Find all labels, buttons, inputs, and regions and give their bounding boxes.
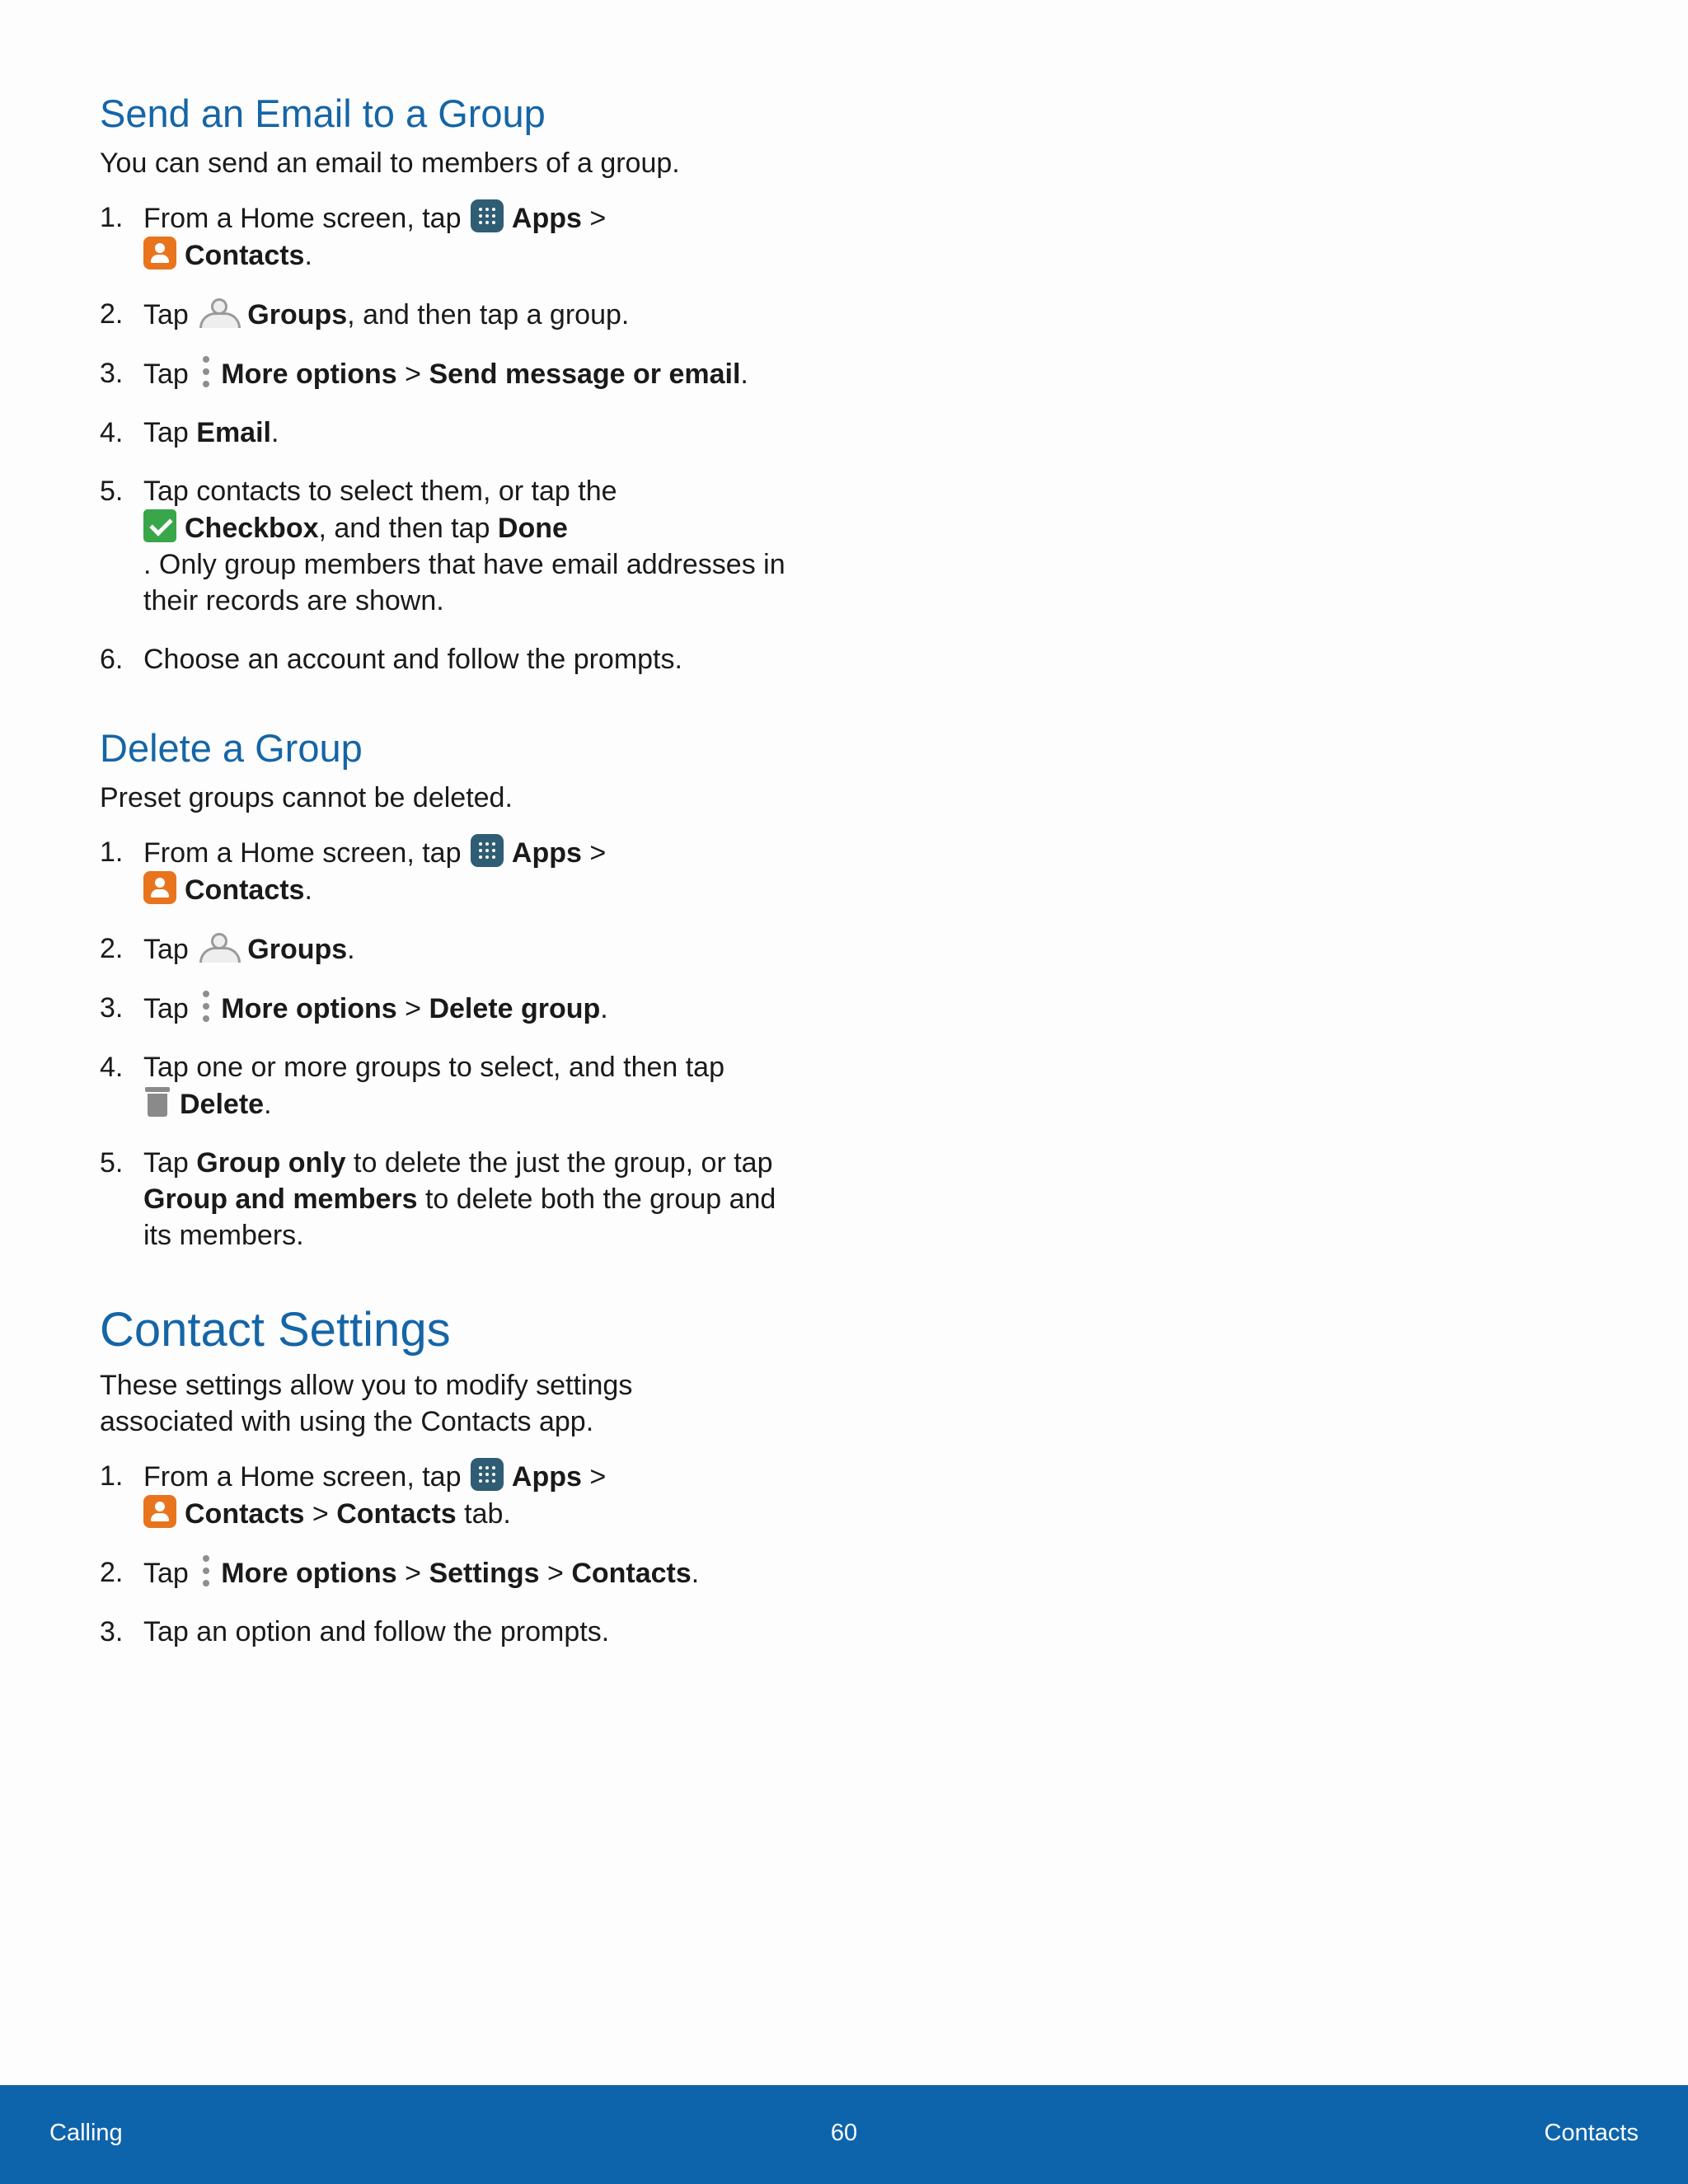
contacts-icon — [143, 871, 176, 904]
step-text: Tap — [143, 359, 197, 390]
step-text: > — [304, 1498, 337, 1530]
page-content — [100, 82, 842, 1690]
step-text: . — [304, 240, 312, 271]
contacts-icon — [143, 237, 176, 269]
step-text: > — [396, 359, 429, 390]
footer-chapter-current[interactable]: Contacts — [1544, 2120, 1639, 2146]
step-number: 3. — [100, 358, 124, 389]
step-item — [100, 1049, 842, 1122]
step-text: to delete both the group and its members. — [143, 1183, 776, 1251]
step-bold: Groups — [247, 299, 348, 330]
step-bold: More options — [221, 1558, 397, 1589]
more-options-icon — [199, 355, 211, 388]
step-item — [100, 834, 842, 908]
step-text: Tap an option and follow the prompts. — [143, 1616, 610, 1647]
step-text: . — [600, 993, 608, 1024]
step-text: From a Home screen, tap — [143, 837, 469, 869]
more-options-icon — [199, 1554, 211, 1587]
step-text: From a Home screen, tap — [143, 1461, 469, 1493]
step-item — [100, 1458, 842, 1532]
step-text: Tap — [143, 417, 197, 448]
step-bold: Groups — [247, 934, 348, 965]
step-text: . — [740, 359, 748, 390]
step-bold: Group only — [196, 1147, 346, 1179]
step-bold: Contacts — [185, 240, 305, 271]
step-bold: More options — [221, 359, 397, 390]
step-text: From a Home screen, tap — [143, 203, 469, 234]
step-item — [100, 930, 842, 968]
step-text: > — [539, 1558, 572, 1589]
step-text: > — [396, 1558, 429, 1589]
step-bold: Group and members — [143, 1183, 418, 1215]
step-bold: Send message or email — [429, 359, 741, 390]
section-contact-settings — [100, 1293, 842, 1650]
step-bold: Delete — [180, 1089, 265, 1120]
step-bold: Contacts — [185, 1498, 305, 1530]
step-number: 4. — [100, 1052, 124, 1083]
step-number: 1. — [100, 837, 124, 868]
step-text: . Only group members that have email addresses in their records are shown. — [143, 549, 785, 616]
step-text: . — [691, 1558, 700, 1589]
page-footer — [0, 2085, 1688, 2184]
step-number: 2. — [100, 1557, 124, 1588]
groups-icon — [196, 296, 239, 329]
steps-list — [100, 199, 842, 677]
more-options-icon — [199, 990, 211, 1023]
section-delete-group — [100, 717, 842, 1254]
step-bold: Apps — [511, 837, 582, 869]
step-bold: Email — [196, 417, 271, 448]
step-text: . — [304, 874, 312, 906]
step-bold: Contacts — [336, 1498, 457, 1530]
step-number: 2. — [100, 933, 124, 964]
step-text: > — [581, 837, 607, 869]
step-item — [100, 1145, 803, 1254]
trash-icon — [143, 1085, 171, 1118]
steps-list — [100, 1458, 842, 1650]
step-item — [100, 990, 842, 1027]
section-title: Send an Email to a Group — [100, 91, 546, 135]
step-text: , and then tap — [318, 513, 498, 544]
step-item — [100, 355, 842, 392]
step-bold: Checkbox — [185, 513, 319, 544]
groups-icon — [196, 930, 239, 963]
section-title: Delete a Group — [100, 726, 363, 770]
steps-list — [100, 834, 842, 1254]
step-number: 1. — [100, 1460, 124, 1492]
step-number: 5. — [100, 1147, 124, 1179]
checkbox-icon — [143, 509, 176, 542]
step-bold: Contacts — [185, 874, 305, 906]
step-number: 6. — [100, 644, 124, 675]
step-text: Tap — [143, 1558, 197, 1589]
step-item — [100, 415, 842, 451]
contacts-icon — [143, 1495, 176, 1528]
step-text: . — [264, 1089, 272, 1120]
step-number: 3. — [100, 992, 124, 1024]
section-intro: Preset groups cannot be deleted. — [100, 782, 513, 813]
step-bold: Apps — [511, 1461, 582, 1493]
step-item — [100, 641, 842, 677]
step-text: to delete the just the group, or tap — [345, 1147, 773, 1179]
step-number: 1. — [100, 202, 124, 233]
footer-chapter-previous[interactable]: Calling — [49, 2120, 123, 2146]
step-bold: More options — [221, 993, 397, 1024]
step-number: 3. — [100, 1616, 124, 1647]
step-number: 2. — [100, 298, 124, 330]
step-number: 4. — [100, 417, 124, 448]
step-item — [100, 1614, 842, 1650]
section-send-email-to-group — [100, 82, 842, 677]
step-text: Tap — [143, 299, 197, 330]
step-text: . — [270, 417, 279, 448]
step-text: . — [347, 934, 355, 965]
step-number: 5. — [100, 476, 124, 507]
step-item — [100, 296, 842, 333]
step-bold: Apps — [511, 203, 582, 234]
step-item — [100, 1554, 842, 1591]
footer-page-number: 60 — [830, 2120, 858, 2146]
step-text: Tap — [143, 934, 197, 965]
step-text: > — [581, 1461, 607, 1493]
step-text: tab. — [456, 1498, 511, 1530]
step-text: Choose an account and follow the prompts. — [143, 644, 682, 675]
step-text: Tap — [143, 1147, 197, 1179]
step-text: Tap contacts to select them, or tap the — [143, 476, 617, 507]
apps-icon — [471, 199, 504, 232]
step-text: Tap — [143, 993, 197, 1024]
section-intro: You can send an email to members of a group. — [100, 148, 680, 179]
step-item — [100, 473, 842, 619]
step-bold: Delete group — [429, 993, 601, 1024]
step-text: Tap one or more groups to select, and then tap — [143, 1052, 725, 1083]
step-bold: Done — [497, 513, 568, 544]
apps-icon — [471, 1458, 504, 1491]
section-intro: These settings allow you to modify settings associated with using the Contacts app. — [100, 1370, 633, 1437]
step-bold: Settings — [429, 1558, 540, 1589]
step-text: > — [396, 993, 429, 1024]
step-text: , and then tap a group. — [347, 299, 630, 330]
apps-icon — [471, 834, 504, 867]
step-text: > — [581, 203, 607, 234]
step-bold: Contacts — [571, 1558, 692, 1589]
step-item — [100, 199, 842, 274]
section-title: Contact Settings — [100, 1303, 451, 1357]
